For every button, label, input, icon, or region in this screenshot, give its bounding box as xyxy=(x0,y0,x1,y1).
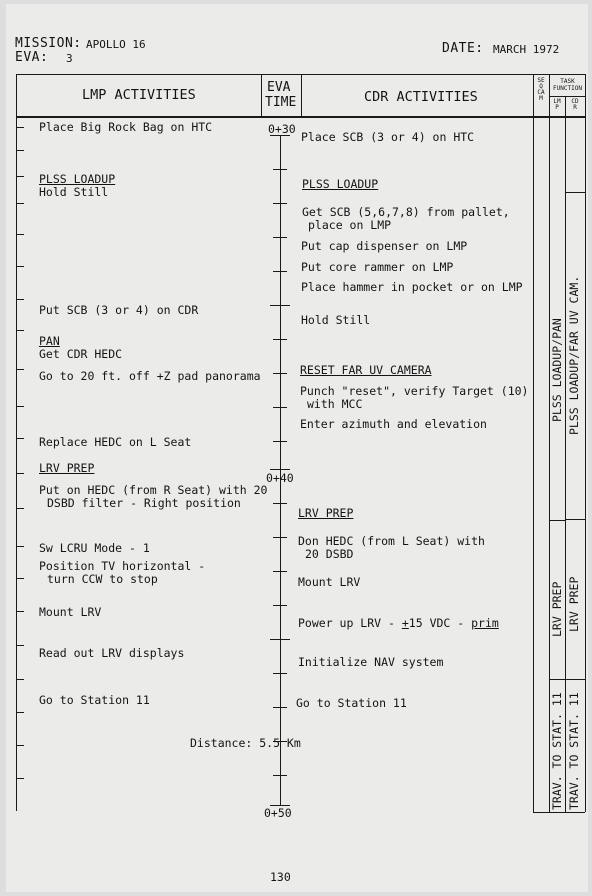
timeline-tick xyxy=(273,673,287,674)
timeline-tick xyxy=(270,305,290,306)
timeline-tick xyxy=(273,707,287,708)
task-function-divider xyxy=(549,96,585,97)
lmp-tick xyxy=(17,266,24,267)
timeline-tick xyxy=(273,169,287,170)
mission-value: APOLLO 16 xyxy=(86,38,146,51)
time-col-left-border xyxy=(261,74,262,118)
lmp-distance: Distance: 5.5 Km xyxy=(190,736,301,750)
lmp-activity: Replace HEDC on L Seat xyxy=(39,435,192,449)
task-cdr-trav-stat-11: TRAV. TO STAT. 11 xyxy=(567,692,581,810)
task-lmp-lrv-prep: LRV PREP xyxy=(550,581,564,637)
cdr-activity: Mount LRV xyxy=(298,575,361,589)
cdr-activity: Hold Still xyxy=(301,313,371,327)
lmp-tick xyxy=(17,369,24,370)
cdr-activity: Punch "reset", verify Target (10) xyxy=(300,384,529,398)
lmp-tick xyxy=(17,176,24,177)
plus-minus-symbol: + xyxy=(401,616,409,630)
cdr-activity: with MCC xyxy=(307,397,363,411)
lmp-activity: Put SCB (3 or 4) on CDR xyxy=(39,303,199,317)
table-left-border xyxy=(16,74,17,118)
timeline-tick xyxy=(273,605,287,606)
timeline-tick xyxy=(273,503,287,504)
cdr-section-heading: RESET FAR UV CAMERA xyxy=(300,363,432,377)
eva-value: 3 xyxy=(66,52,73,65)
lmp-tick xyxy=(17,438,24,439)
lmp-activity: Put on HEDC (from R Seat) with 20 xyxy=(39,483,268,497)
lmp-activity: Get CDR HEDC xyxy=(39,347,123,361)
date-label: DATE: xyxy=(442,41,484,56)
prim-mode: prim xyxy=(471,616,499,630)
seq-cam-header: SEQ CAM xyxy=(537,77,545,102)
time-mark-030: 0+30 xyxy=(268,122,296,136)
time-col-right-border xyxy=(301,74,302,118)
eva-timeline xyxy=(280,135,281,805)
lmp-tick xyxy=(17,611,24,612)
cdr-activity-text: 15 VDC - xyxy=(408,616,472,630)
cdr-activities-header: CDR ACTIVITIES xyxy=(364,89,478,105)
lmp-activity: Go to Station 11 xyxy=(39,693,150,707)
cdr-activity: Place SCB (3 or 4) on HTC xyxy=(301,130,475,144)
lmp-tick xyxy=(17,679,24,680)
cdr-activity: Place hammer in pocket or on LMP xyxy=(301,280,523,294)
lmp-activity: Sw LCRU Mode - 1 xyxy=(39,541,150,555)
lmp-section-heading: PAN xyxy=(39,334,60,348)
timeline-tick xyxy=(273,775,287,776)
timeline-tick xyxy=(273,407,287,408)
cdr-section-heading: LRV PREP xyxy=(298,506,354,520)
lmp-tick xyxy=(17,406,24,407)
lmp-margin-line xyxy=(16,118,17,811)
lmp-tick xyxy=(17,745,24,746)
task-lmp-trav-stat-11: TRAV. TO STAT. 11 xyxy=(550,692,564,810)
time-mark-040: 0+40 xyxy=(266,471,294,485)
table-right-border xyxy=(585,74,586,812)
cdr-activity: 20 DSBD xyxy=(305,547,354,561)
task-cdr-col-border xyxy=(565,96,566,812)
lmp-activity: DSBD filter - Right position xyxy=(47,496,241,510)
lmp-tick xyxy=(17,150,24,151)
page-number: 130 xyxy=(270,870,291,884)
task-lmp-divider xyxy=(549,679,565,680)
timeline-tick xyxy=(273,271,287,272)
cdr-activity-text: Power up LRV - xyxy=(298,616,402,630)
cdr-activity: Don HEDC (from L Seat) with xyxy=(298,534,485,548)
timeline-tick xyxy=(270,469,290,470)
lmp-tick xyxy=(17,203,24,204)
time-mark-050: 0+50 xyxy=(264,806,292,820)
task-cdr-divider xyxy=(565,519,585,520)
timeline-tick xyxy=(270,639,290,640)
task-cdr-lrv-prep: LRV PREP xyxy=(567,576,581,632)
lmp-tick xyxy=(17,778,24,779)
lmp-tick xyxy=(17,578,24,579)
eva-label: EVA: xyxy=(15,50,49,65)
cdr-activity: Get SCB (5,6,7,8) from pallet, xyxy=(302,205,510,219)
task-cdr-header: CDR xyxy=(571,98,579,111)
timeline-tick xyxy=(273,237,287,238)
lmp-tick xyxy=(17,299,24,300)
cdr-activity: Put core rammer on LMP xyxy=(301,260,454,274)
lmp-tick xyxy=(17,712,24,713)
lmp-section-heading: PLSS LOADUP xyxy=(39,172,116,186)
task-lmp-divider xyxy=(549,520,565,521)
lmp-activity: Mount LRV xyxy=(39,605,102,619)
lmp-section-heading: LRV PREP xyxy=(39,461,95,475)
cdr-section-heading: PLSS LOADUP xyxy=(302,177,379,191)
task-cdr-plss-loadup-far-uv: PLSS LOADUP/FAR UV CAM. xyxy=(567,275,581,435)
task-lmp-plss-loadup-pan: PLSS LOADUP/PAN xyxy=(550,318,564,422)
timeline-tick xyxy=(273,373,287,374)
task-cdr-divider xyxy=(565,679,585,680)
cdr-activity: Initialize NAV system xyxy=(298,655,444,669)
lmp-activity: Hold Still xyxy=(39,185,109,199)
lmp-tick xyxy=(17,508,24,509)
timeline-tick xyxy=(273,339,287,340)
table-bottom-border xyxy=(533,812,585,813)
lmp-activity: Read out LRV displays xyxy=(39,646,185,660)
eva-time-header-1: EVA xyxy=(267,80,291,95)
seq-cam-col-left-border xyxy=(533,74,534,812)
cdr-activity: Enter azimuth and elevation xyxy=(300,417,487,431)
timeline-tick xyxy=(273,441,287,442)
task-cdr-divider xyxy=(565,192,585,193)
task-lmp-header: LMP xyxy=(553,98,561,111)
lmp-activities-header: LMP ACTIVITIES xyxy=(82,87,196,103)
lmp-activity: turn CCW to stop xyxy=(47,572,158,586)
timeline-tick xyxy=(273,537,287,538)
lmp-tick xyxy=(17,127,24,128)
date-value: MARCH 1972 xyxy=(493,43,560,56)
timeline-tick xyxy=(273,203,287,204)
cdr-activity: Go to Station 11 xyxy=(296,696,407,710)
lmp-activity: Go to 20 ft. off +Z pad panorama xyxy=(39,369,261,383)
timeline-tick xyxy=(273,571,287,572)
cdr-activity: Put cap dispenser on LMP xyxy=(301,239,468,253)
eva-time-header-2: TIME xyxy=(265,95,297,110)
cdr-activity: place on LMP xyxy=(308,218,392,232)
lmp-tick xyxy=(17,330,24,331)
mission-label: MISSION: xyxy=(15,36,82,51)
lmp-tick xyxy=(17,546,24,547)
lmp-activity: Position TV horizontal - xyxy=(39,559,206,573)
task-function-header: TASK FUNCTION xyxy=(553,78,582,92)
lmp-tick xyxy=(17,234,24,235)
cdr-activity xyxy=(298,616,499,630)
lmp-activity: Place Big Rock Bag on HTC xyxy=(39,120,213,134)
lmp-tick xyxy=(17,473,24,474)
lmp-tick xyxy=(17,645,24,646)
